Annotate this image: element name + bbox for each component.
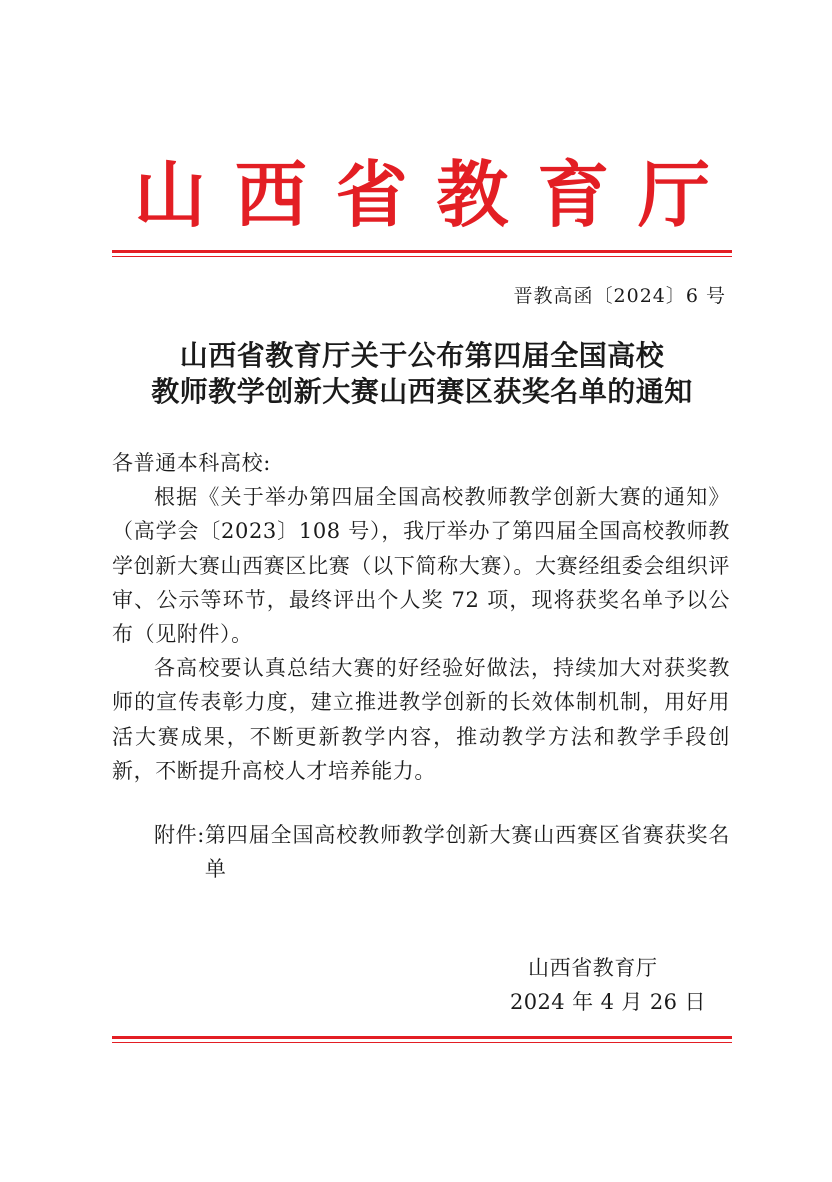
document-title-line-2: 教师教学创新大赛山西赛区获奖名单的通知: [151, 375, 693, 408]
letterhead-char: 厅: [637, 153, 710, 237]
signature-date: 2024 年 4 月 26 日: [510, 990, 706, 1014]
letterhead-title: [112, 150, 732, 240]
attachment-note: [112, 818, 730, 886]
document-title: [112, 338, 732, 410]
letterhead-char: 育: [537, 153, 610, 237]
body-paragraph-2: 各高校要认真总结大赛的好经验好做法，持续加大对获奖教师的宣传表彰力度，建立推进教学创新的长效体制机制，用好用活大赛成果，不断更新教学内容，推动教学方法和教学手段创新，不断提升高校人才培养能力。: [112, 656, 730, 783]
footer-rule: [112, 1036, 732, 1043]
letterhead-char: 西: [234, 153, 307, 237]
salutation: 各普通本科高校:: [112, 451, 271, 475]
document-number: 晋教高函〔2024〕6 号: [513, 285, 726, 307]
letterhead-char: 教: [436, 153, 509, 237]
letterhead-top-rule: [112, 250, 732, 257]
attachment-link[interactable]: 第四届全国高校教师教学创新大赛山西赛区省赛获奖名单: [204, 823, 730, 881]
document-title-line-1: 山西省教育厅关于公布第四届全国高校: [179, 339, 665, 372]
document-body: [112, 446, 730, 788]
body-paragraph-1: 根据《关于举办第四届全国高校教师教学创新大赛的通知》（高学会〔2023〕108 号），我厅举办了第四届全国高校教师教学创新大赛山西赛区比赛（以下简称大赛）。大赛经组委会组织评审、公示等环节，最终评出个人奖 72 项，现将获奖名单予以公布（见附件）。: [112, 485, 730, 647]
signature-block: [510, 951, 710, 1019]
letterhead-char: 省: [335, 153, 408, 237]
letterhead-char: 山: [134, 153, 207, 237]
signature-organization: 山西省教育厅: [528, 956, 658, 980]
attachment-label: 附件:: [154, 823, 205, 847]
